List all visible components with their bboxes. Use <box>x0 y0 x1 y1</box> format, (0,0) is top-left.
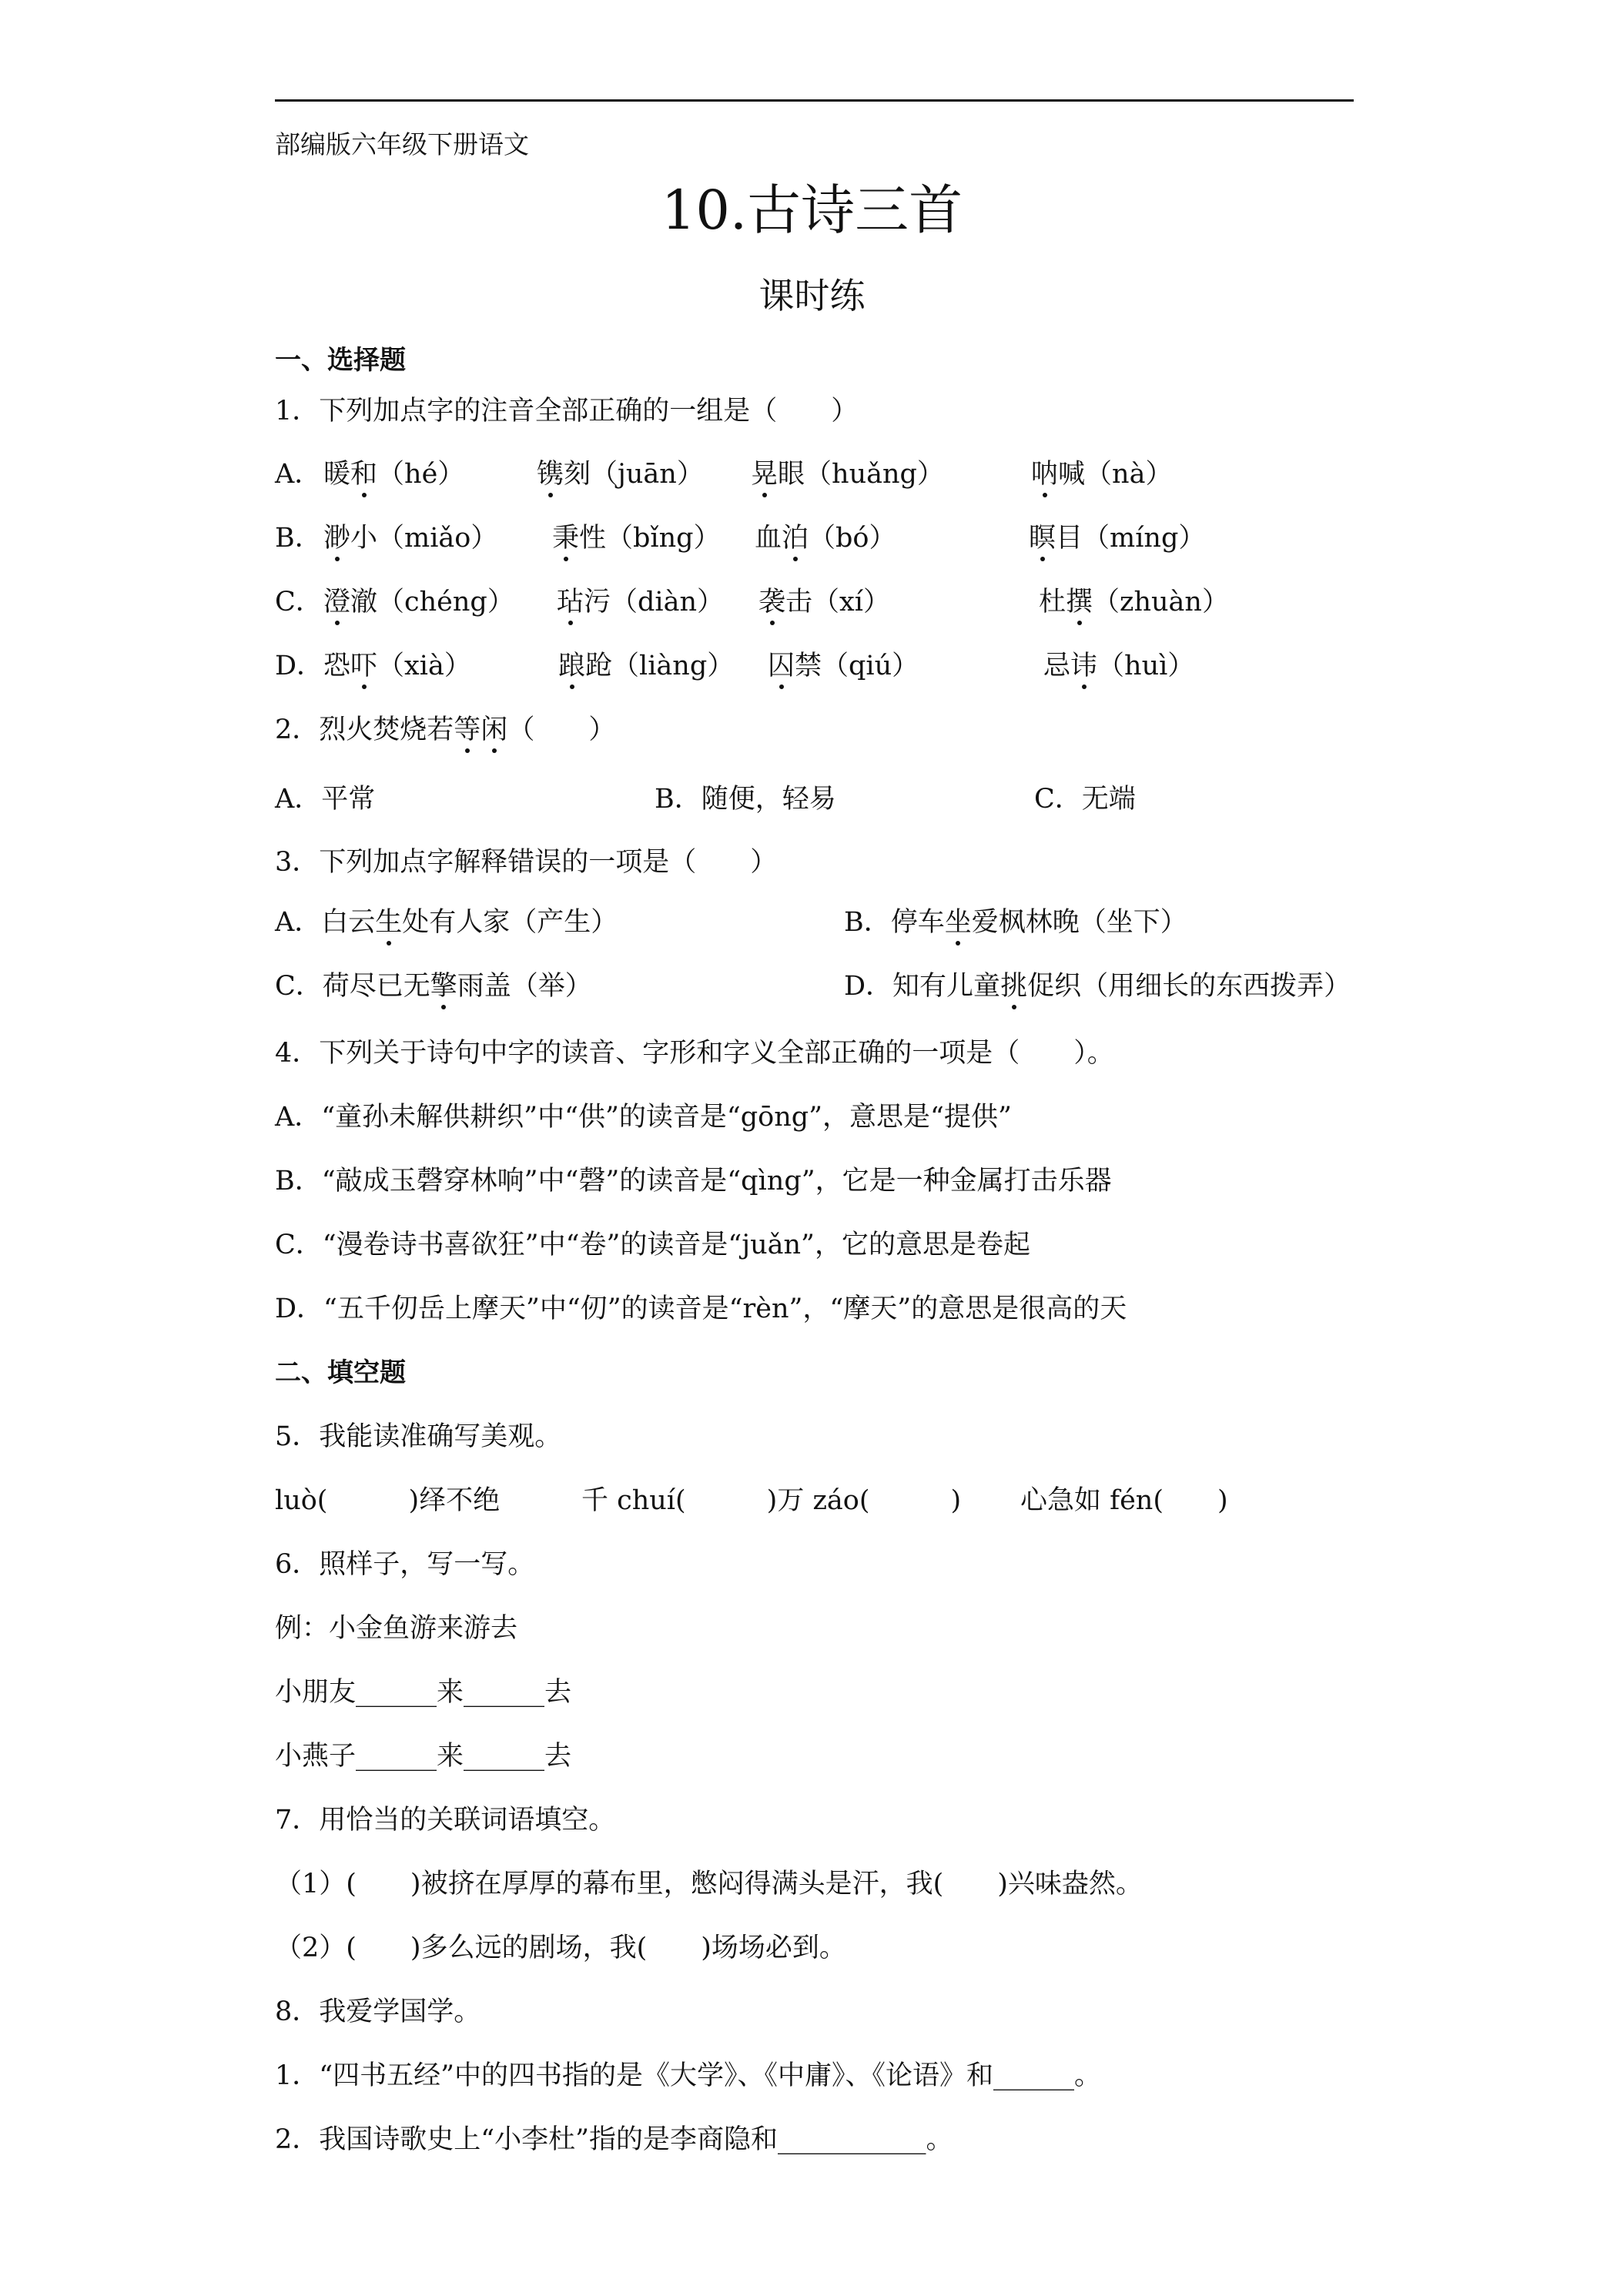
q1-option-b-label: B． <box>275 523 322 554</box>
q1-d-item-4: 忌讳（huì） <box>1043 651 1195 681</box>
q1-b-item-2: 秉性（bǐng） <box>552 523 721 554</box>
q1-option-a-label: A． <box>275 459 322 490</box>
q1-b-item-1: 渺小（miǎo） <box>323 523 498 554</box>
q4-stem: 4．下列关于诗句中字的读音、字形和字义全部正确的一项是（ ）。 <box>275 1038 1114 1069</box>
q8-line-1: 1．“四书五经”中的四书指的是《大学》、《中庸》、《论语》和______。 <box>275 2060 1102 2091</box>
q4-option-c: C．“漫卷诗书喜欲狂”中“卷”的读音是“juǎn”，它的意思是卷起 <box>275 1230 1030 1260</box>
q1-c-item-3: 袭击（xí） <box>758 587 890 618</box>
q1-d-item-1: 恐吓（xià） <box>323 651 471 681</box>
q3-option-b: B．停车坐爱枫林晚（坐下） <box>844 907 1187 938</box>
series-label: 部编版六年级下册语文 <box>275 129 529 159</box>
q1-b-item-3: 血泊（bó） <box>755 523 896 554</box>
q1-c-item-1: 澄澈（chéng） <box>323 587 514 618</box>
q6-stem: 6．照样子，写一写。 <box>275 1549 535 1580</box>
section-heading-choice: 一、选择题 <box>275 345 406 376</box>
q1-d-item-2: 踉跄（liàng） <box>558 651 735 681</box>
q1-option-c-label: C． <box>275 587 323 618</box>
q8-stem: 8．我爱学国学。 <box>275 1996 481 2027</box>
q3-option-c: C．荷尽已无擎雨盖（举） <box>275 971 592 1002</box>
q3-stem: 3．下列加点字解释错误的一项是（ ） <box>275 847 778 878</box>
q5-item-c: 心急如 fén( ) <box>1020 1485 1228 1516</box>
q1-option-d-label: D． <box>275 651 324 681</box>
q1-c-item-2: 玷污（diàn） <box>557 587 725 618</box>
q7-stem: 7．用恰当的关联词语填空。 <box>275 1805 616 1836</box>
page-subtitle: 课时练 <box>758 275 866 316</box>
q8-line-2: 2．我国诗歌史上“小李杜”指的是李商隐和___________。 <box>275 2124 953 2155</box>
q3-option-d: D．知有儿童挑促织（用细长的东西拨弄） <box>844 971 1351 1002</box>
q3-option-a: A．白云生处有人家（产生） <box>275 907 618 938</box>
q7-line-1: （1）( )被挤在厚厚的幕布里，憋闷得满头是汗，我( )兴味盎然。 <box>275 1869 1143 1899</box>
q4-option-d: D．“五千仞岳上摩天”中“仞”的读音是“rèn”，“摩天”的意思是很高的天 <box>275 1294 1127 1324</box>
q5-item-b: 千 chuí( )万 záo( ) <box>581 1485 962 1516</box>
q1-a-item-2: 镌刻（juān） <box>537 459 704 490</box>
q2-stem: 2．烈火焚烧若等闲（ ） <box>275 715 616 745</box>
q5-item-a: luò( )绎不绝 <box>275 1485 501 1516</box>
q4-option-b: B．“敲成玉磬穿林响”中“磬”的读音是“qìng”，它是一种金属打击乐器 <box>275 1166 1112 1197</box>
q1-stem: 1．下列加点字的注音全部正确的一组是（ ） <box>275 396 859 427</box>
section-heading-fill: 二、填空题 <box>275 1357 406 1388</box>
q7-line-2: （2）( )多么远的剧场，我( )场场必到。 <box>275 1933 846 1963</box>
q2-option-b: B．随便，轻易 <box>655 784 836 815</box>
q2-option-c: C．无端 <box>1034 784 1136 815</box>
q1-d-item-3: 囚禁（qiú） <box>768 651 919 681</box>
q1-c-item-4: 杜撰（zhuàn） <box>1039 587 1229 618</box>
q1-a-item-4: 呐喊（nà） <box>1031 459 1173 490</box>
q1-a-item-1: 暖和（hé） <box>323 459 465 490</box>
page-title: 10.古诗三首 <box>661 179 963 242</box>
q1-b-item-4: 瞑目（míng） <box>1029 523 1206 554</box>
q6-example: 例：小金鱼游来游去 <box>275 1613 518 1644</box>
q5-stem: 5．我能读准确写美观。 <box>275 1421 562 1452</box>
header-rule <box>275 99 1354 102</box>
q4-option-a: A．“童孙未解供耕织”中“供”的读音是“gōng”，意思是“提供” <box>275 1102 1012 1133</box>
q6-line-2: 小燕子______来______去 <box>275 1741 572 1772</box>
q1-a-item-3: 晃眼（huǎng） <box>751 459 944 490</box>
q6-line-1: 小朋友______来______去 <box>275 1677 572 1708</box>
q2-option-a: A．平常 <box>275 784 376 815</box>
